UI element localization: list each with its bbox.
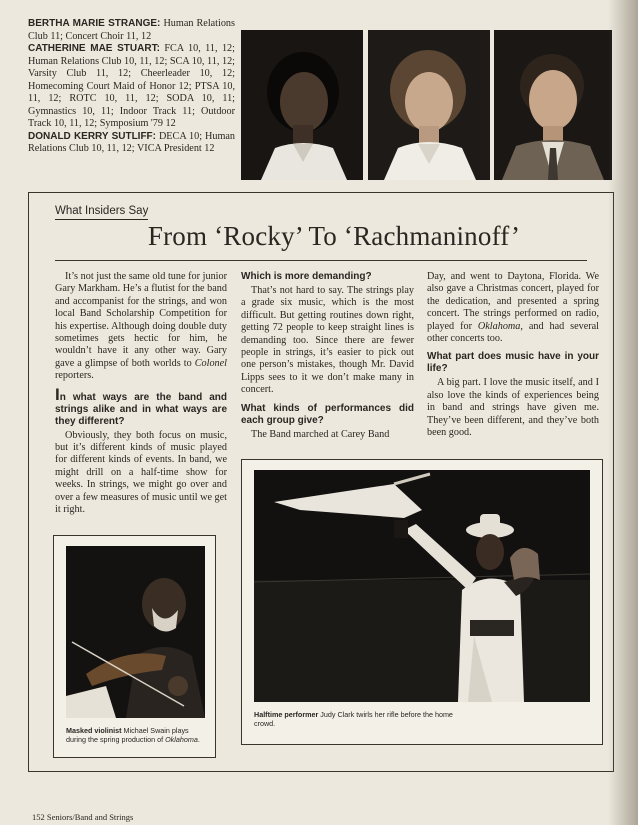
answer-1: Obviously, they both focus on music, but it’s different kinds of music played for different kinds of events. In band, we might drill on a half-time show for weeks. In strings, we might go over and over a few measures of music until we get it right. — [55, 429, 227, 516]
rifle-caption-lead: Halftime performer — [254, 710, 319, 719]
senior-entry — [28, 131, 235, 156]
rifle-caption-text: Judy Clark twirls her rifle before the home crowd. — [254, 710, 453, 729]
rifle-caption — [254, 710, 464, 728]
rifle-performer-photo — [254, 470, 590, 702]
question-3: What kinds of performances did each group give? — [241, 402, 414, 426]
senior-name: DONALD KERRY SUTLIFF: — [28, 130, 156, 142]
answer-3: The Band marched at Carey Band — [251, 428, 390, 440]
senior-entry — [28, 18, 235, 43]
intro-text: It’s not just the same old tune for junior Gary Markham. He’s a flutist for the band and accompanist for the strings, and won local Band Scholarship Competition for his expertise. Although doing double duty sometimes gets hectic for him, he wouldn’t have it any other way. Gary gave a glimpse of both worlds to — [55, 271, 227, 369]
article-kicker: What Insiders Say — [55, 205, 148, 220]
article-column-3 — [427, 271, 599, 439]
violin-photo-frame — [53, 535, 216, 758]
answer-3-production: Oklahoma — [477, 320, 521, 332]
answer-3-continued — [427, 271, 599, 345]
senior-activities: FCA 10, 11, 12; Human Relations Club 10, 11, 12; SCA 10, 11, 12; Varsity Club 11, 12; Cheerleader 10, 12; Homecoming Court Maid of Honor 12; PTSA 10, 11, 12; ROTC 10, 11, 12; SODA 10, 11; Gymnastics 10, 11; Indoor Track 11; Outdoor Track 10, 11, 12; Symposium '79 12 — [28, 43, 235, 129]
senior-activities: Human Relations Club 11; Concert Choir 11, 12 — [28, 18, 235, 42]
headline-rule — [55, 260, 587, 261]
portrait-photo — [368, 30, 490, 180]
article-column-1 — [55, 271, 227, 517]
question-1-text: n what ways are the band and strings alike and in what ways are they different? — [55, 391, 227, 427]
answer-3-cont-text: Day, and went to Daytona, Florida. We also gave a Christmas concert, played for the dedication, and presented a spring concert. The strings performed on radio, played for — [427, 271, 599, 332]
answer-3-cont-end: , and had several other concerts too. — [427, 320, 599, 345]
senior-name: BERTHA MARIE STRANGE: — [28, 18, 161, 29]
question-1 — [55, 384, 227, 428]
intro-publication: Colonel — [194, 357, 227, 369]
senior-name: CATHERINE MAE STUART: — [28, 43, 160, 54]
portrait-photo — [494, 30, 612, 180]
violinist-photo — [66, 546, 205, 718]
article-headline: From ‘Rocky’ To ‘Rachmaninoff’ — [147, 221, 521, 251]
intro-end: reporters. — [55, 370, 94, 382]
violin-caption-text: Michael Swain plays during the spring production of — [66, 726, 189, 745]
article-column-2 — [241, 271, 414, 441]
page-folio: 152 Seniors/Band and Strings — [32, 812, 134, 822]
feature-article — [28, 192, 614, 772]
intro-paragraph — [55, 271, 227, 383]
answer-4: A big part. I love the music itself, and I also love the kinds of experiences being in band and strings have given me. They’ve been different, and they’ve both been good. — [427, 377, 599, 439]
rifle-photo-frame — [241, 459, 603, 745]
question-dropcap: I — [55, 384, 60, 404]
portrait-photo — [241, 30, 363, 180]
senior-activities: DECA 10; Human Relations Club 10, 11, 12; VICA President 12 — [28, 130, 235, 154]
violin-caption — [66, 726, 206, 744]
violin-caption-lead: Masked violinist — [66, 726, 122, 735]
question-4: What part does music have in your life? — [427, 351, 599, 375]
violin-caption-end: . — [197, 735, 200, 745]
answer-2: That’s not hard to say. The strings play a grade six music, which is the most difficult. But getting routines down right, getting 72 people to keep straight lines is demanding too. Since there are fewer people in strings, it’s easier to pick out one person’s mistakes, though Mr. David Lipps sees to it we don’t make many in concert. — [241, 285, 414, 396]
senior-listing — [28, 18, 235, 156]
violin-caption-production: Oklahoma — [165, 735, 198, 745]
question-2: Which is more demanding? — [241, 271, 372, 282]
senior-entry — [28, 43, 235, 131]
